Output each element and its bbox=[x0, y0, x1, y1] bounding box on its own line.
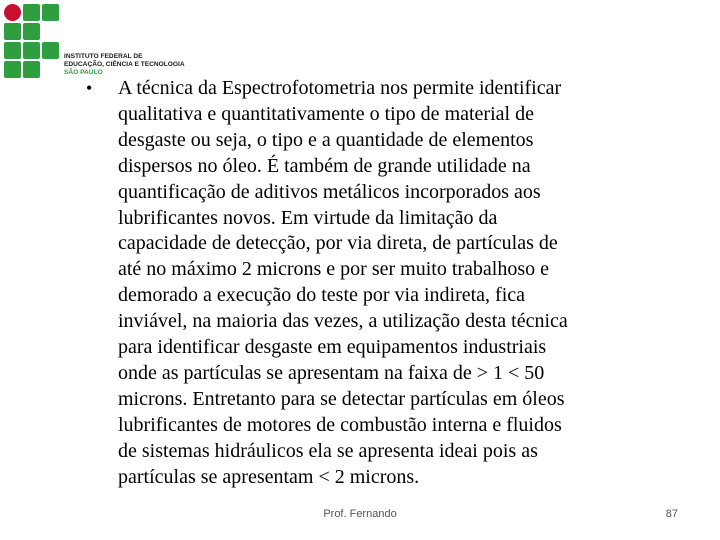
footer-author: Prof. Fernando bbox=[323, 508, 397, 520]
text-line: dispersos no óleo. É também de grande utilidade na bbox=[118, 154, 531, 177]
text-line: lubrificantes de motores de combustão interna e fluidos bbox=[118, 413, 562, 436]
logo-grid-icon bbox=[2, 2, 64, 82]
text-line: demorado a execução do teste por via indireta, fica bbox=[118, 284, 526, 307]
text-line: quantificação de aditivos metálicos incorporados aos bbox=[118, 180, 541, 203]
text-line: microns. Entretanto para se detectar partículas em óleos bbox=[118, 387, 565, 410]
logo-line-2: EDUCAÇÃO, CIÊNCIA E TECNOLOGIA bbox=[64, 61, 185, 68]
slide-number: 87 bbox=[665, 508, 678, 520]
text-line: lubrificantes novos. Em virtude da limitação da bbox=[118, 206, 498, 229]
logo-line-campus: SÃO PAULO bbox=[64, 69, 103, 76]
bullet-marker: • bbox=[86, 78, 93, 98]
text-line: capacidade de detecção, por via direta, de partículas de bbox=[118, 232, 558, 255]
text-line: de sistemas hidráulicos ela se apresenta ideai pois as bbox=[118, 439, 538, 462]
text-line: qualitativa e quantitativamente o tipo de material de bbox=[118, 102, 534, 125]
slide-body-text bbox=[118, 76, 666, 491]
logo-line-1: INSTITUTO FEDERAL DE bbox=[64, 53, 143, 60]
text-line: A técnica da Espectrofotometria nos permite identificar bbox=[118, 77, 562, 99]
text-line: até no máximo 2 microns e por ser muito trabalhoso e bbox=[118, 258, 550, 281]
text-line: inviável, na maioria das vezes, a utilização desta técnica bbox=[118, 310, 568, 333]
institution-logo bbox=[2, 2, 202, 82]
text-line: para identificar desgaste em equipamentos industriais bbox=[118, 336, 547, 359]
institution-name bbox=[64, 53, 185, 77]
text-line: partículas se apresentam < 2 microns. bbox=[118, 465, 420, 488]
text-line: desgaste ou seja, o tipo e a quantidade de elementos bbox=[118, 128, 534, 151]
text-line: onde as partículas se apresentam na faixa de > 1 < 50 bbox=[118, 361, 545, 384]
